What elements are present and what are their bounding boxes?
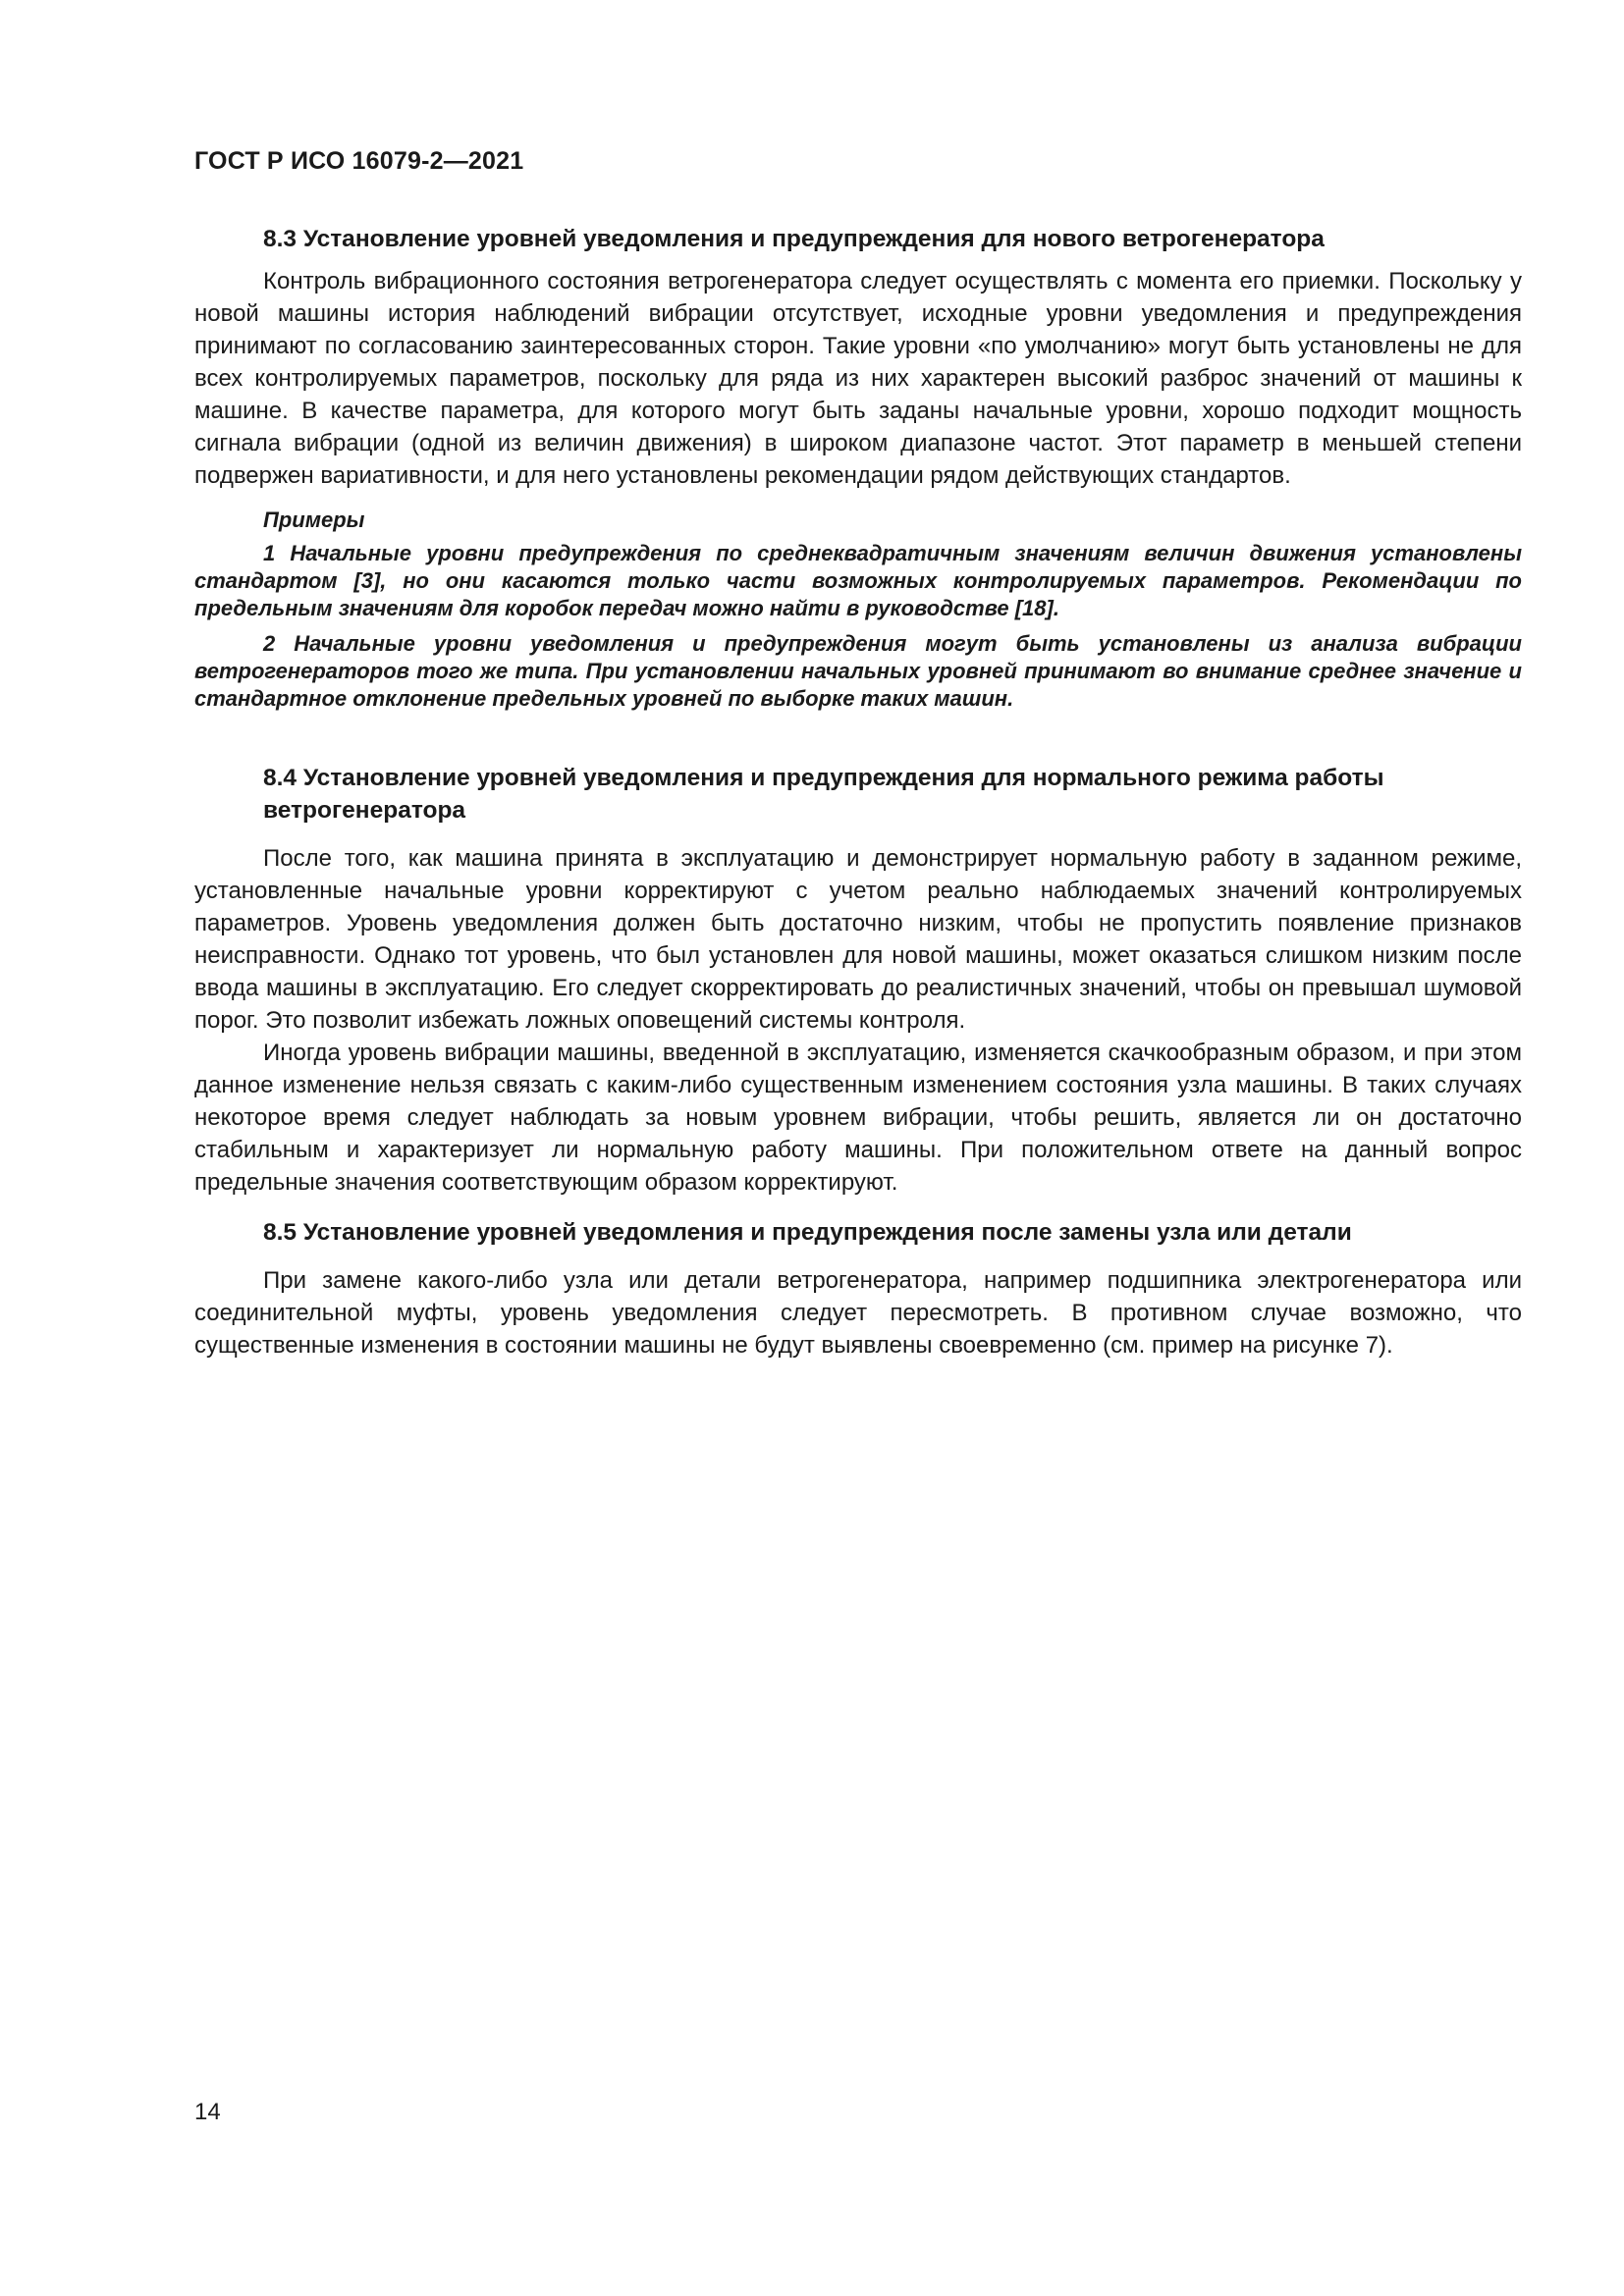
section-8-3	[194, 223, 1522, 713]
example-paragraph: 2 Начальные уровни уведомления и предупреждения могут быть установлены из анализа вибрации ветрогенераторов того же типа. При установлении начальных уровней принимают во внимание среднее значение и стандартное отклонение предельных уровней по выборке таких машин.	[194, 631, 1522, 711]
body-paragraph: Иногда уровень вибрации машины, введенной в эксплуатацию, изменяется скачкообразным образом, и при этом данное изменение нельзя связать с каким-либо существенным изменением состояния узла машины. В таких случаях некоторое время следует наблюдать за новым уровнем вибрации, чтобы решить, является ли он достаточно стабильным и характеризует ли нормальную работу машины. При положительном ответе на данный вопрос предельные значения соответствующим образом корректируют.	[194, 1040, 1522, 1196]
page-number: 14	[194, 2099, 221, 2125]
section-title: 8.5 Установление уровней уведомления и предупреждения после замены узла или детали	[263, 1219, 1352, 1246]
examples-label: Примеры	[263, 507, 365, 532]
section-8-5	[194, 1216, 1522, 1362]
document-header: ГОСТ Р ИСО 16079-2—2021	[194, 147, 524, 175]
body-paragraph: При замене какого-либо узла или детали ветрогенератора, например подшипника электрогенератора или соединительной муфты, уровень уведомления следует пересмотреть. В противном случае возможно, что существенные изменения в состоянии машины не будут выявлены своевременно (см. пример на рисунке 7).	[194, 1267, 1522, 1359]
example-paragraph: 1 Начальные уровни предупреждения по среднеквадратичным значениям величин движения установлены стандартом [3], но они касаются только части возможных контролируемых параметров. Рекомендации по предельным значениям для коробок передач можно найти в руководстве [18].	[194, 541, 1522, 620]
body-paragraph: После того, как машина принята в эксплуатацию и демонстрирует нормальную работу в заданном режиме, установленные начальные уровни корректируют с учетом реально наблюдаемых значений контролируемых параметров. Уровень уведомления должен быть достаточно низким, чтобы не пропустить появление признаков неисправности. Однако тот уровень, что был установлен для новой машины, может оказаться слишком низким после ввода машины в эксплуатацию. Его следует скорректировать до реалистичных значений, чтобы он превышал шумовой порог. Это позволит избежать ложных оповещений системы контроля.	[194, 845, 1522, 1034]
section-8-4	[194, 762, 1522, 1199]
section-title: 8.4 Установление уровней уведомления и предупреждения для нормального режима работы ветрогенератора	[263, 765, 1384, 824]
body-paragraph: Контроль вибрационного состояния ветрогенератора следует осуществлять с момента его приемки. Поскольку у новой машины история наблюдений вибрации отсутствует, исходные уровни уведомления и предупреждения принимают по согласованию заинтересованных сторон. Такие уровни «по умолчанию» могут быть установлены не для всех контролируемых параметров, поскольку для ряда из них характерен высокий разброс значений от машины к машине. В качестве параметра, для которого могут быть заданы начальные уровни, хорошо подходит мощность сигнала вибрации (одной из величин движения) в широком диапазоне частот. Этот параметр в меньшей степени подвержен вариативности, и для него установлены рекомендации рядом действующих стандартов.	[194, 268, 1522, 489]
document-body	[194, 223, 1522, 1362]
section-title: 8.3 Установление уровней уведомления и предупреждения для нового ветрогенератора	[263, 226, 1325, 252]
